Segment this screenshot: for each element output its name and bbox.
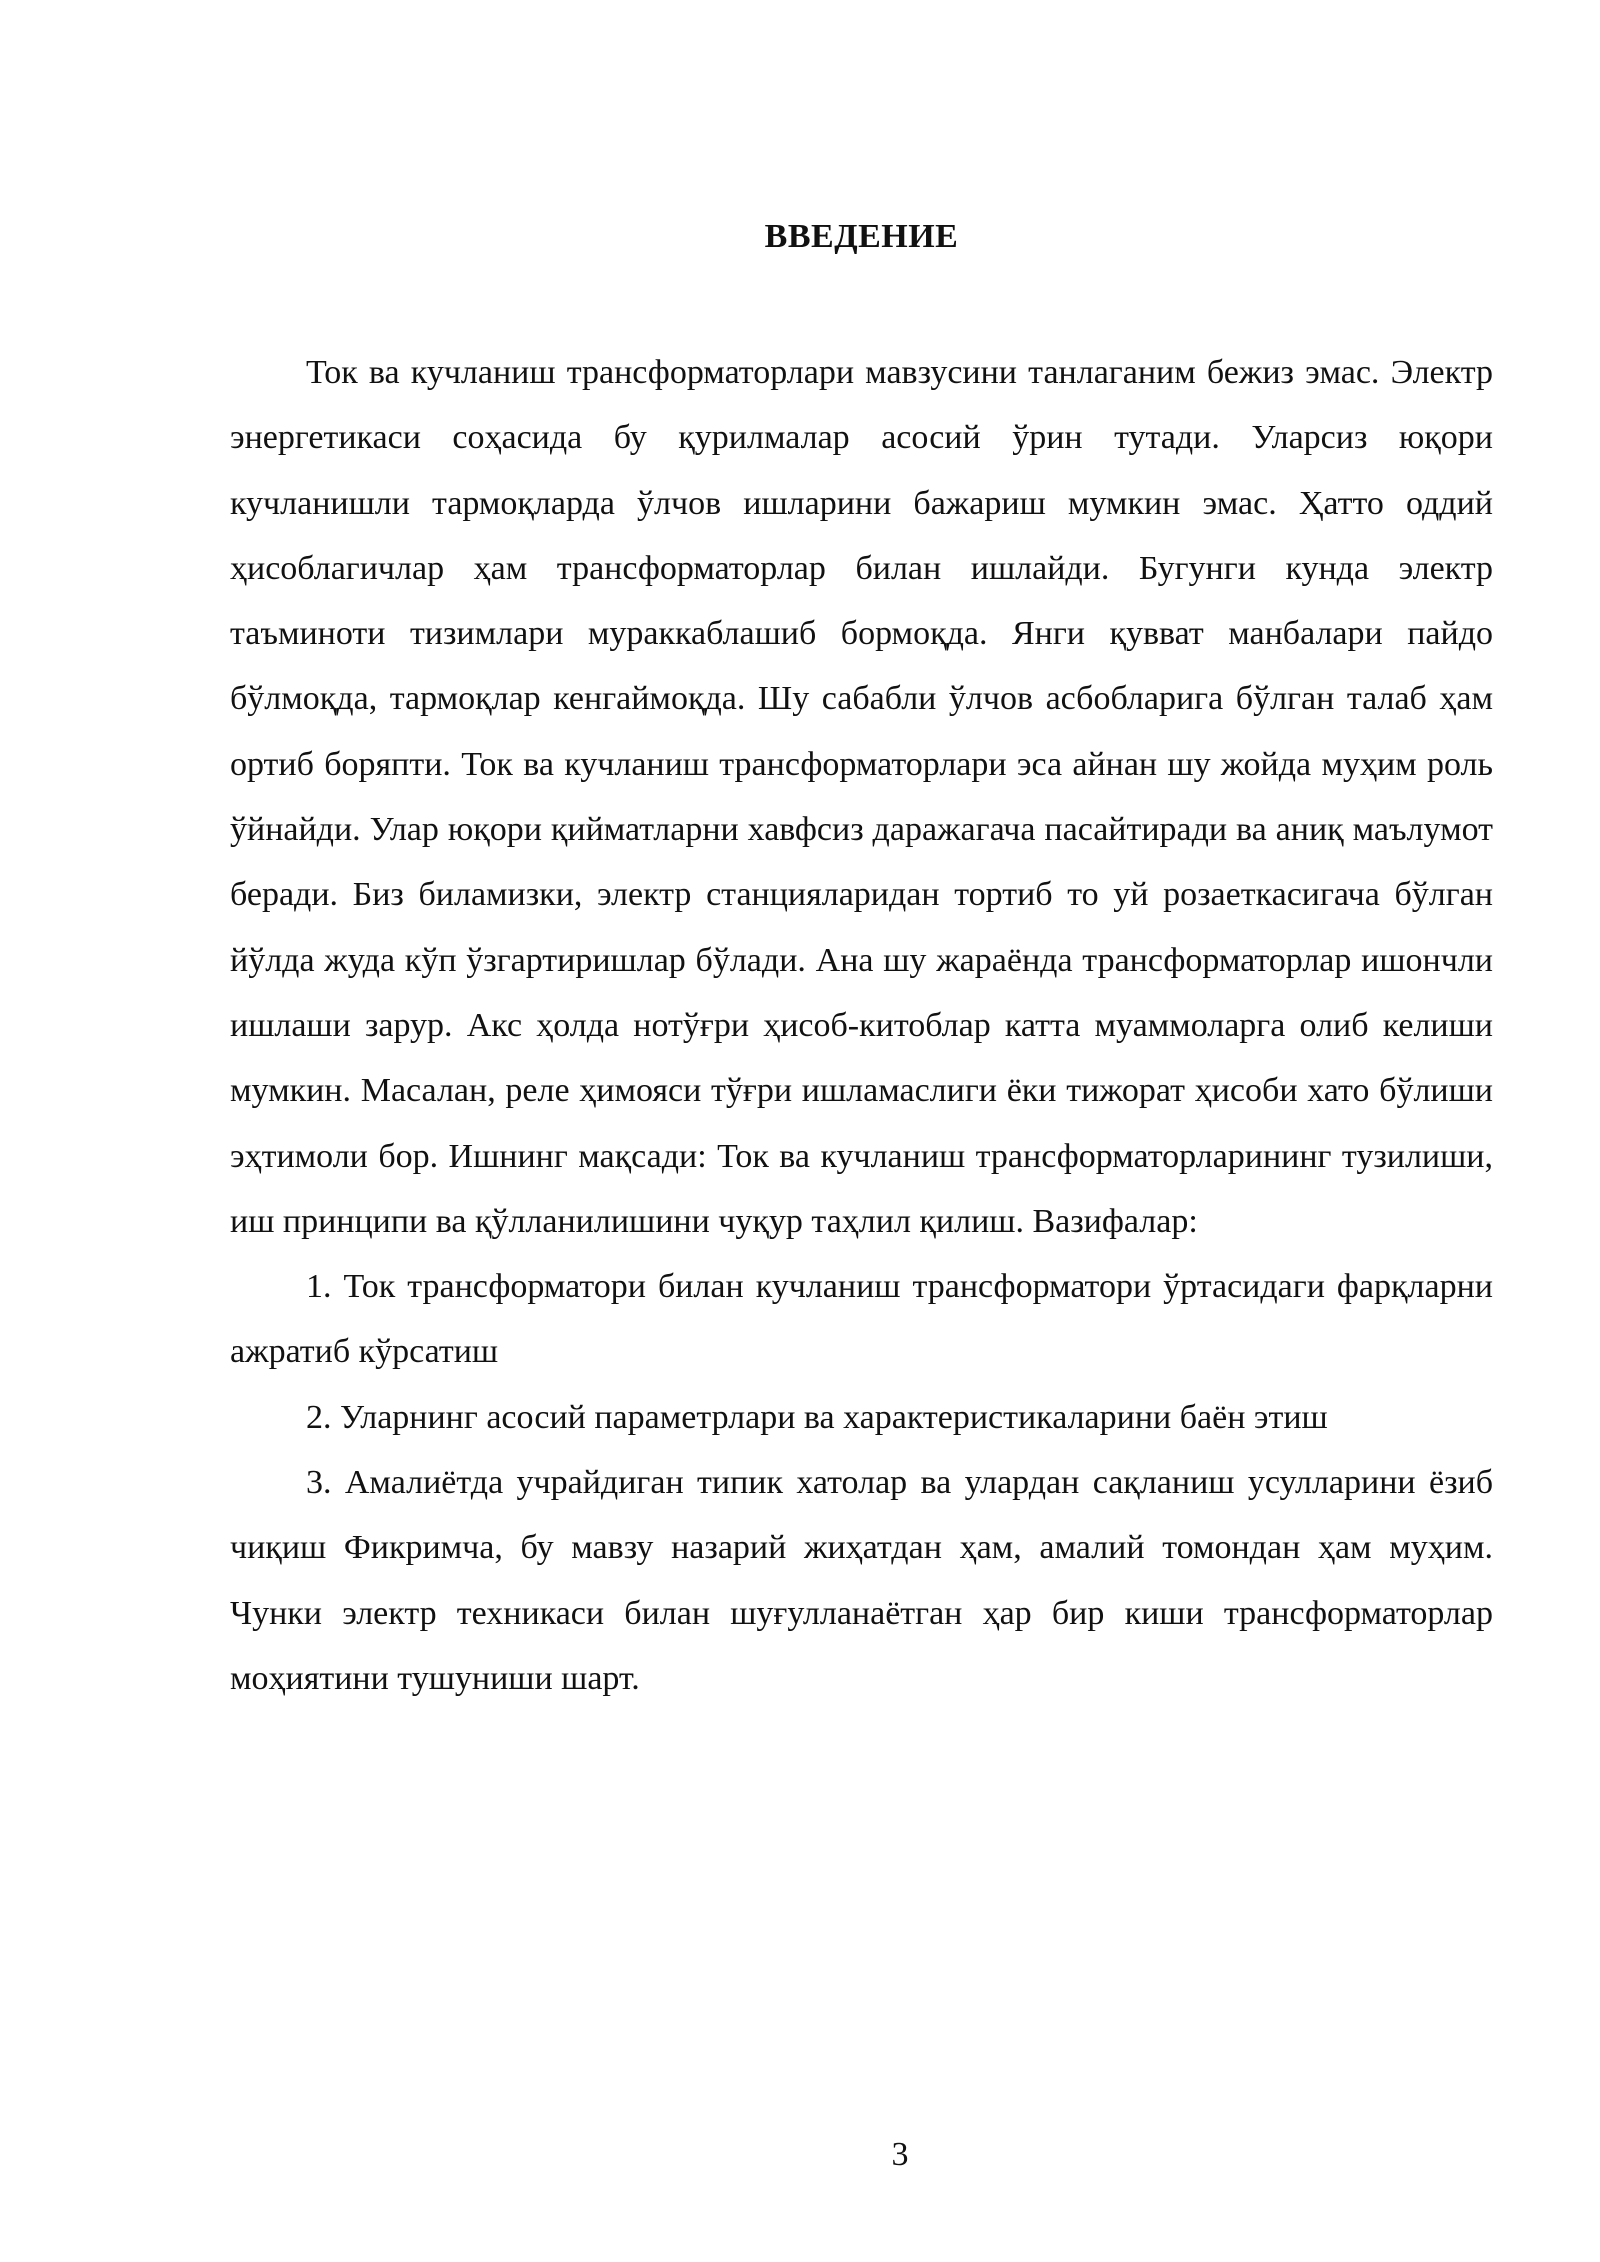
page-title: ВВЕДЕНИЕ xyxy=(764,218,959,255)
list-item-task-1: 1. Ток трансформатори билан кучланиш трансформатори ўртасидаги фарқларни ажратиб кўрсатиш xyxy=(230,1268,1493,1371)
list-item-task-2: 2. Уларнинг асосий параметрлари ва характеристикаларини баён этиш xyxy=(306,1398,1328,1436)
paragraph-intro: Ток ва кучланиш трансформаторлари мавзусини танлаганим бежиз эмас. Электр энергетикаси соҳасида бу қурилмалар асосий ўрин тутади. Уларсиз юқори кучланишли тармоқларда ўлчов ишларини бажариш мумкин эмас. Ҳатто оддий ҳисоблагичлар ҳам трансформаторлар билан ишлайди. Бугунги кунда электр таъминоти тизимлари мураккаблашиб бормоқда. Янги қувват манбалари пайдо бўлмоқда, тармоқлар кенгаймоқда. Шу сабабли ўлчов асбобларига бўлган талаб ҳам ортиб боряпти. Ток ва кучланиш трансформаторлари эса айнан шу жойда муҳим роль ўйнайди. Улар юқори қийматларни хавфсиз даражагача пасайтиради ва аниқ маълумот беради. Биз биламизки, электр станцияларидан тортиб то уй розаеткасигача бўлган йўлда жуда кўп ўзгартиришлар бўлади. Ана шу жараёнда трансформаторлар ишончли ишлаши зарур. Акс ҳолда нотўғри ҳисоб-китоблар катта муаммоларга олиб келиши мумкин. Масалан, реле ҳимояси тўғри ишламаслиги ёки тижорат ҳисоби хато бўлиши эҳтимоли бор. Ишнинг мақсади: Ток ва кучланиш трансформаторларининг тузилиши, иш принципи ва қўлланилишини чуқур таҳлил қилиш. Вазифалар: xyxy=(230,354,1493,1240)
document-body xyxy=(230,340,1493,1711)
list-item-task-3: 3. Амалиётда учрайдиган типик хатолар ва улардан сақланиш усулларини ёзиб чиқиш Фикримча, бу мавзу назарий жиҳатдан ҳам, амалий томондан ҳам муҳим. Чунки электр техникаси билан шуғулланаётган ҳар бир киши трансформаторлар моҳиятини тушуниши шарт. xyxy=(230,1464,1493,1697)
page-number: 3 xyxy=(891,2136,909,2173)
